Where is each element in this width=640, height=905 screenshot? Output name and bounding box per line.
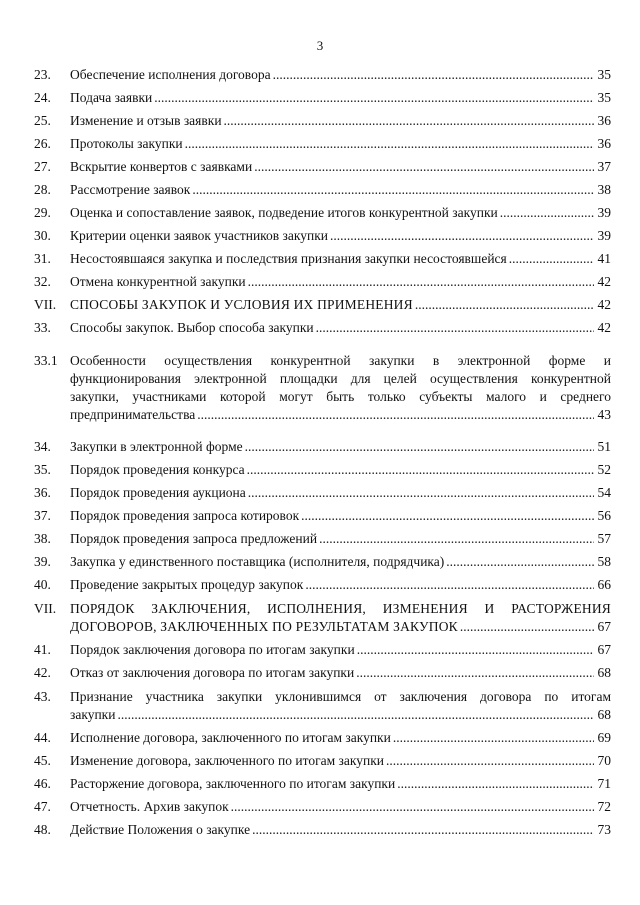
toc-entry[interactable]: [34, 639, 611, 662]
toc-entry[interactable]: [34, 482, 611, 505]
toc-entry-number: VII.: [34, 297, 57, 312]
toc-entry-title: ДОГОВОРОВ, ЗАКЛЮЧЕННЫХ ПО РЕЗУЛЬТАТАМ ЗАКУПОК: [70, 619, 458, 634]
toc-entry-number: 32.: [34, 274, 51, 289]
toc-entry-title-line: функционирования электронной площадки для целей осуществления конкурентной: [70, 371, 611, 386]
toc-entry[interactable]: [34, 179, 611, 202]
toc-entry[interactable]: [34, 528, 611, 551]
toc-entry-number: 40.: [34, 577, 51, 592]
toc-entry-title: Протоколы закупки: [70, 136, 183, 151]
dot-leader: [509, 250, 594, 268]
toc-entry-number: 47.: [34, 799, 51, 814]
toc-entry-number: 39.: [34, 554, 51, 569]
page-number: 3: [316, 38, 324, 53]
toc-entry-number: 48.: [34, 822, 51, 837]
dot-leader: [460, 618, 594, 636]
toc-entry-page: 56: [597, 508, 611, 523]
toc-entry[interactable]: [34, 133, 611, 156]
toc-entry-page: 68: [597, 707, 611, 722]
dot-leader: [197, 406, 594, 424]
toc-entry-page: 57: [597, 531, 611, 546]
dot-leader: [252, 821, 594, 839]
toc-entry-title: Проведение закрытых процедур закупок: [70, 577, 304, 592]
toc-entry-title: Закупка у единственного поставщика (исполнителя, подрядчика): [70, 554, 445, 569]
dot-leader: [301, 507, 594, 525]
toc-entry-number: VII.: [34, 601, 57, 616]
dot-leader: [254, 158, 594, 176]
toc-entry-title: Действие Положения о закупке: [70, 822, 251, 837]
dot-leader: [248, 273, 594, 291]
toc-entry-title: предпринимательства: [70, 407, 196, 422]
dot-leader: [248, 484, 594, 502]
toc-entry-title: Отмена конкурентной закупки: [70, 274, 246, 289]
dot-leader: [357, 641, 594, 659]
toc-entry-page: 43: [597, 407, 611, 422]
toc-entry-number: 23.: [34, 67, 51, 82]
toc-entry-number: 27.: [34, 159, 51, 174]
toc-entry-page: 37: [597, 159, 611, 174]
toc-entry-title: Расторжение договора, заключенного по итогам закупки: [70, 776, 396, 791]
toc-entry[interactable]: [34, 597, 611, 639]
toc-entry-number: 33.1: [34, 353, 58, 368]
dot-leader: [316, 319, 594, 337]
toc-entry-page: 42: [597, 274, 611, 289]
toc-entry-page: 73: [597, 822, 611, 837]
toc-entry[interactable]: [34, 271, 611, 294]
dot-leader: [356, 664, 594, 682]
toc-entry-title-line: Признание участника закупки уклонившимся от заключения договора по итогам: [70, 689, 611, 704]
toc-entry-title: Порядок проведения аукциона: [70, 485, 246, 500]
toc-entry-page: 39: [597, 228, 611, 243]
toc-entry-title: Оценка и сопоставление заявок, подведение итогов конкурентной закупки: [70, 205, 498, 220]
toc-entry-title: Вскрытие конвертов с заявками: [70, 159, 253, 174]
toc-entry-number: 28.: [34, 182, 51, 197]
toc-entry-page: 42: [597, 320, 611, 335]
toc-entry-number: 33.: [34, 320, 51, 335]
toc-entry-page: 41: [597, 251, 611, 266]
toc-entry-page: 69: [597, 730, 611, 745]
table-of-contents: [34, 64, 611, 842]
toc-entry-title: Исполнение договора, заключенного по итогам закупки: [70, 730, 391, 745]
dot-leader: [386, 752, 594, 770]
dot-leader: [245, 438, 594, 456]
toc-entry[interactable]: [34, 574, 611, 597]
toc-entry[interactable]: [34, 294, 611, 317]
toc-entry-title: Способы закупок. Выбор способа закупки: [70, 320, 314, 335]
toc-entry-page: 58: [597, 554, 611, 569]
toc-entry[interactable]: [34, 459, 611, 482]
toc-entry[interactable]: [34, 685, 611, 727]
toc-entry[interactable]: [34, 727, 611, 750]
toc-entry-number: 45.: [34, 753, 51, 768]
toc-entry-page: 52: [597, 462, 611, 477]
toc-entry-number: 46.: [34, 776, 51, 791]
dot-leader: [273, 66, 594, 84]
toc-entry-page: 67: [597, 642, 611, 657]
toc-entry[interactable]: [34, 202, 611, 225]
toc-entry[interactable]: [34, 773, 611, 796]
toc-entry[interactable]: [34, 796, 611, 819]
toc-entry-page: 67: [597, 619, 611, 634]
toc-entry-title: Закупки в электронной форме: [70, 439, 243, 454]
toc-entry-title: Изменение договора, заключенного по итогам закупки: [70, 753, 384, 768]
toc-entry-title: Порядок проведения запроса предложений: [70, 531, 318, 546]
dot-leader: [224, 112, 594, 130]
toc-entry-number: 30.: [34, 228, 51, 243]
toc-entry[interactable]: [34, 819, 611, 842]
toc-entry[interactable]: [34, 505, 611, 528]
toc-entry-title-line: ПОРЯДОК ЗАКЛЮЧЕНИЯ, ИСПОЛНЕНИЯ, ИЗМЕНЕНИЯ И РАСТОРЖЕНИЯ: [70, 601, 611, 616]
toc-entry[interactable]: [34, 750, 611, 773]
toc-entry-title: Порядок проведения конкурса: [70, 462, 245, 477]
toc-entry-page: 66: [597, 577, 611, 592]
toc-entry-title: Подача заявки: [70, 90, 153, 105]
toc-entry-title: Критерии оценки заявок участников закупки: [70, 228, 328, 243]
dot-leader: [117, 706, 594, 724]
dot-leader: [446, 553, 594, 571]
toc-entry-number: 36.: [34, 485, 51, 500]
toc-entry[interactable]: [34, 225, 611, 248]
dot-leader: [393, 729, 594, 747]
dot-leader: [330, 227, 594, 245]
dot-leader: [185, 135, 594, 153]
toc-entry[interactable]: [34, 436, 611, 459]
toc-entry-title: Несостоявшаяся закупка и последствия признания закупки несостоявшейся: [70, 251, 507, 266]
toc-entry-number: 24.: [34, 90, 51, 105]
toc-entry-page: 39: [597, 205, 611, 220]
toc-entry[interactable]: [34, 662, 611, 685]
toc-entry-number: 35.: [34, 462, 51, 477]
dot-leader: [500, 204, 594, 222]
toc-entry-title: Порядок заключения договора по итогам закупки: [70, 642, 355, 657]
toc-entry-title: Отказ от заключения договора по итогам закупки: [70, 665, 355, 680]
dot-leader: [397, 775, 594, 793]
dot-leader: [415, 296, 594, 314]
toc-entry-page: 70: [597, 753, 611, 768]
toc-entry[interactable]: [34, 340, 611, 436]
toc-entry-title: СПОСОБЫ ЗАКУПОК И УСЛОВИЯ ИХ ПРИМЕНЕНИЯ: [70, 297, 413, 312]
toc-entry[interactable]: [34, 551, 611, 574]
toc-entry-page: 35: [597, 90, 611, 105]
dot-leader: [319, 530, 594, 548]
toc-entry-page: 36: [597, 136, 611, 151]
toc-entry-number: 29.: [34, 205, 51, 220]
toc-entry-number: 26.: [34, 136, 51, 151]
toc-entry-page: 72: [597, 799, 611, 814]
toc-entry-number: 25.: [34, 113, 51, 128]
toc-entry[interactable]: [34, 248, 611, 271]
toc-entry-title: Рассмотрение заявок: [70, 182, 191, 197]
toc-entry-page: 38: [597, 182, 611, 197]
dot-leader: [247, 461, 594, 479]
toc-entry-number: 42.: [34, 665, 51, 680]
toc-entry-number: 43.: [34, 689, 51, 704]
toc-entry-page: 35: [597, 67, 611, 82]
toc-entry-title-line: закупки, участниками которой могут быть только субъекты малого и среднего: [70, 389, 611, 404]
dot-leader: [231, 798, 594, 816]
dot-leader: [154, 89, 594, 107]
toc-entry-number: 44.: [34, 730, 51, 745]
toc-entry-title-line: Особенности осуществления конкурентной закупки в электронной форме и: [70, 353, 611, 368]
toc-entry-number: 31.: [34, 251, 51, 266]
toc-entry-title: Отчетность. Архив закупок: [70, 799, 229, 814]
toc-entry[interactable]: [34, 64, 611, 87]
toc-entry-page: 71: [597, 776, 611, 791]
toc-entry-page: 51: [597, 439, 611, 454]
toc-entry[interactable]: [34, 110, 611, 133]
toc-entry-title: закупки: [70, 707, 116, 722]
toc-entry-number: 38.: [34, 531, 51, 546]
toc-entry-page: 42: [597, 297, 611, 312]
toc-entry-number: 41.: [34, 642, 51, 657]
toc-entry-title: Порядок проведения запроса котировок: [70, 508, 300, 523]
toc-entry[interactable]: [34, 317, 611, 340]
toc-entry-page: 54: [597, 485, 611, 500]
toc-entry-title: Изменение и отзыв заявки: [70, 113, 222, 128]
toc-entry-page: 68: [597, 665, 611, 680]
toc-entry-number: 37.: [34, 508, 51, 523]
toc-entry[interactable]: [34, 156, 611, 179]
dot-leader: [192, 181, 594, 199]
toc-entry-number: 34.: [34, 439, 51, 454]
toc-entry-title: Обеспечение исполнения договора: [70, 67, 271, 82]
toc-entry[interactable]: [34, 87, 611, 110]
toc-entry-page: 36: [597, 113, 611, 128]
dot-leader: [305, 576, 594, 594]
